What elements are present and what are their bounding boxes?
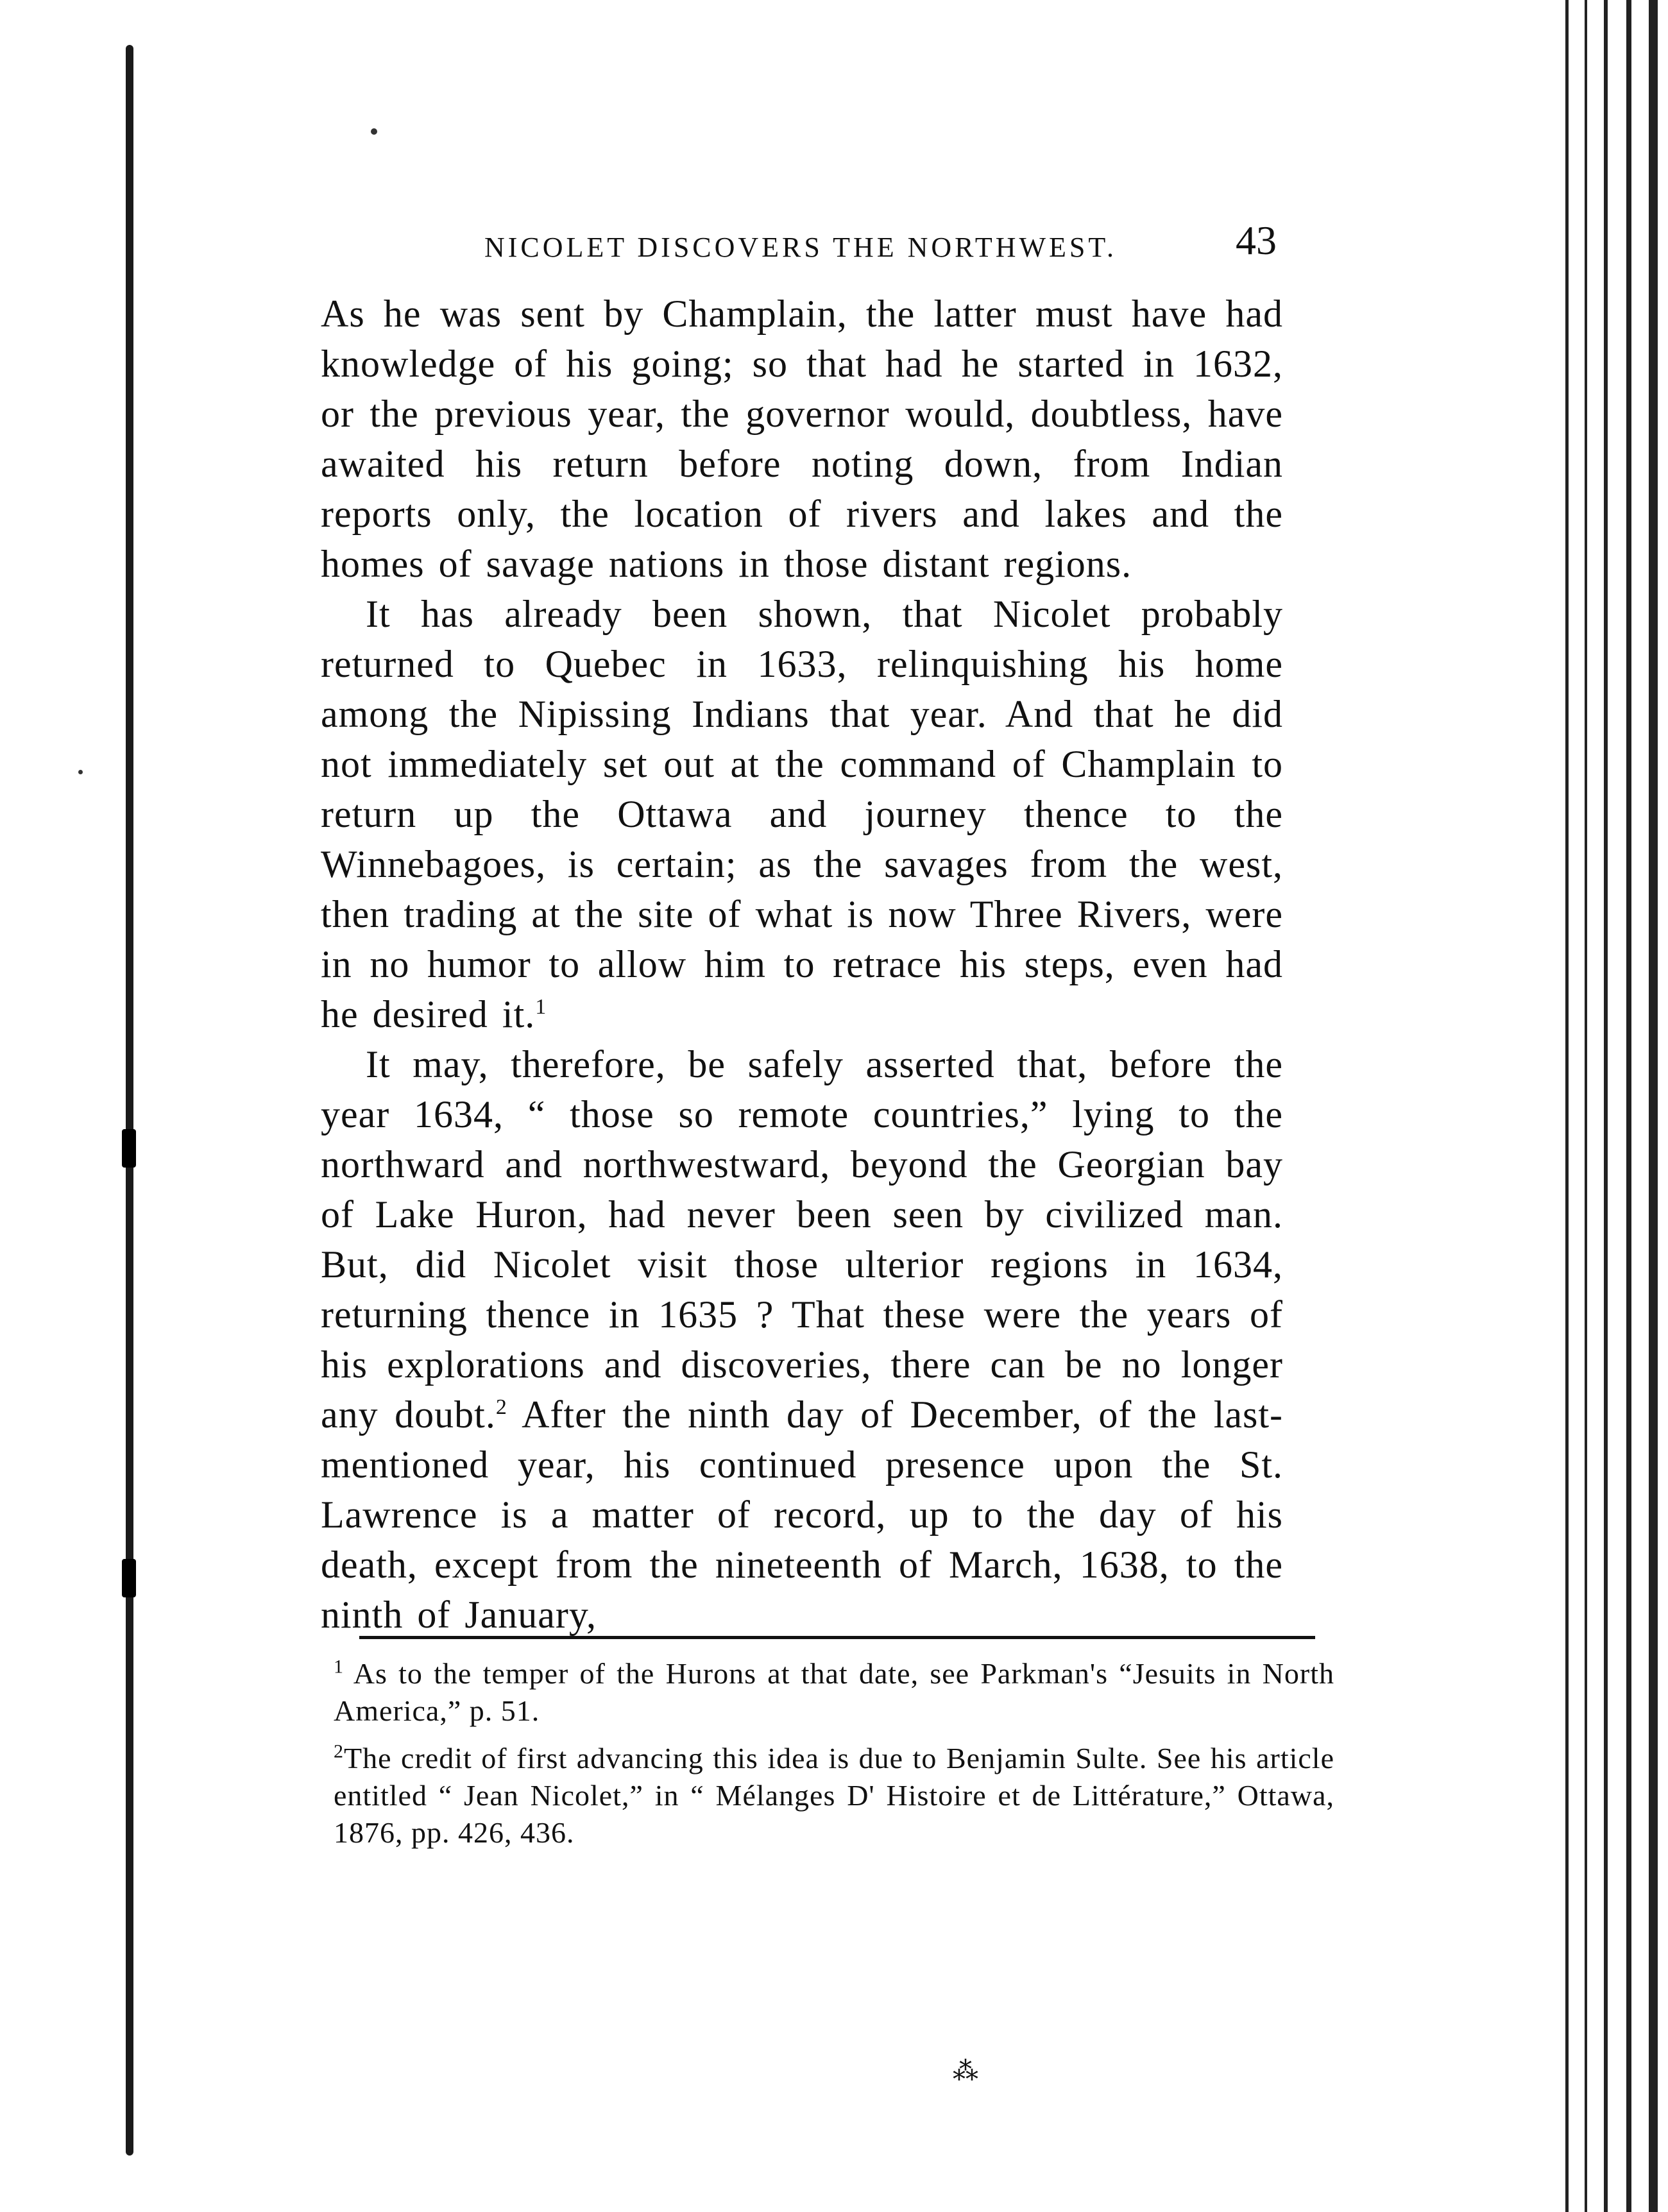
page-stack-line — [1565, 0, 1569, 2212]
binding-edge — [0, 0, 128, 2212]
paragraph-1: As he was sent by Champlain, the latter must have had knowledge of his going; so that had he started in 1632, or the previous year, the governor would, doubtless, have awaited his return before noting down, from Indian reports only, the location of rivers and lakes and the homes of savage nations in those distant regions. — [321, 293, 1283, 585]
stray-mark — [371, 128, 377, 135]
stray-mark — [78, 770, 83, 774]
footnote-text: As to the temper of the Hurons at that date, see Parkman's “Jesuits in North America,” p. 51. — [334, 1657, 1334, 1727]
footnote-rule — [359, 1636, 1315, 1639]
page-stack-line — [1649, 0, 1658, 2212]
footnote-ref-2: 2 — [495, 1395, 507, 1419]
page-header — [321, 205, 1296, 269]
body-text — [321, 289, 1283, 1640]
page-stack-line — [1604, 0, 1608, 2212]
binding-edge-mark — [122, 1129, 136, 1168]
signature-mark: ⁂ — [953, 2057, 978, 2086]
footnote-2 — [334, 1740, 1334, 1851]
footnote-text: The credit of first advancing this idea is due to Benjamin Sulte. See his article entitled “ Jean Nicolet,” in “ Mélanges D' Histoire et de Littérature,” Ottawa, 1876, pp. 426, 436. — [334, 1742, 1334, 1849]
footnotes — [334, 1655, 1334, 1862]
paragraph-3-text-a: It may, therefore, be safely asserted that, before the year 1634, “ those so remote countries,” lying to the northward and northwestward, beyond the Georgian bay of Lake Huron, had never been seen by civilized man. But, did Nicolet visit those ulterior regions in 1634, returning thence in 1635 ? That these were the years of his explorations and discoveries, there can be no longer any doubt. — [321, 1043, 1283, 1436]
binding-edge-mark — [122, 1559, 136, 1597]
paragraph-3-text-b: After the ninth day of December, of the last-mentioned year, his continued presence upon the St. Lawrence is a matter of record, up to the day of his death, except from the nineteenth of March, 1638, to the ninth of January, — [321, 1393, 1283, 1636]
paragraph-2-text: It has already been shown, that Nicolet probably returned to Quebec in 1633, relinquishing his home among the Nipissing Indians that year. And that he did not immediately set out at the command of Champlain to return up the Ottawa and journey thence to the Winnebagoes, is certain; as the savages from the west, then trading at the site of what is now Three Rivers, were in no humor to allow him to retrace his steps, even had he desired it. — [321, 593, 1283, 1035]
footnote-marker: 2 — [334, 1740, 344, 1762]
page-stack-edge — [1559, 0, 1668, 2212]
binding-edge-line — [126, 45, 133, 2156]
page-stack-line — [1585, 0, 1587, 2212]
footnote-1 — [334, 1655, 1334, 1730]
page-number: 43 — [1236, 217, 1277, 263]
footnote-ref-1: 1 — [535, 995, 547, 1019]
paragraph-3 — [321, 1039, 1283, 1640]
running-head: NICOLET DISCOVERS THE NORTHWEST. — [484, 232, 1118, 263]
footnote-marker: 1 — [334, 1656, 344, 1678]
paragraph-2 — [321, 589, 1283, 1039]
page-stack-line — [1626, 0, 1631, 2212]
